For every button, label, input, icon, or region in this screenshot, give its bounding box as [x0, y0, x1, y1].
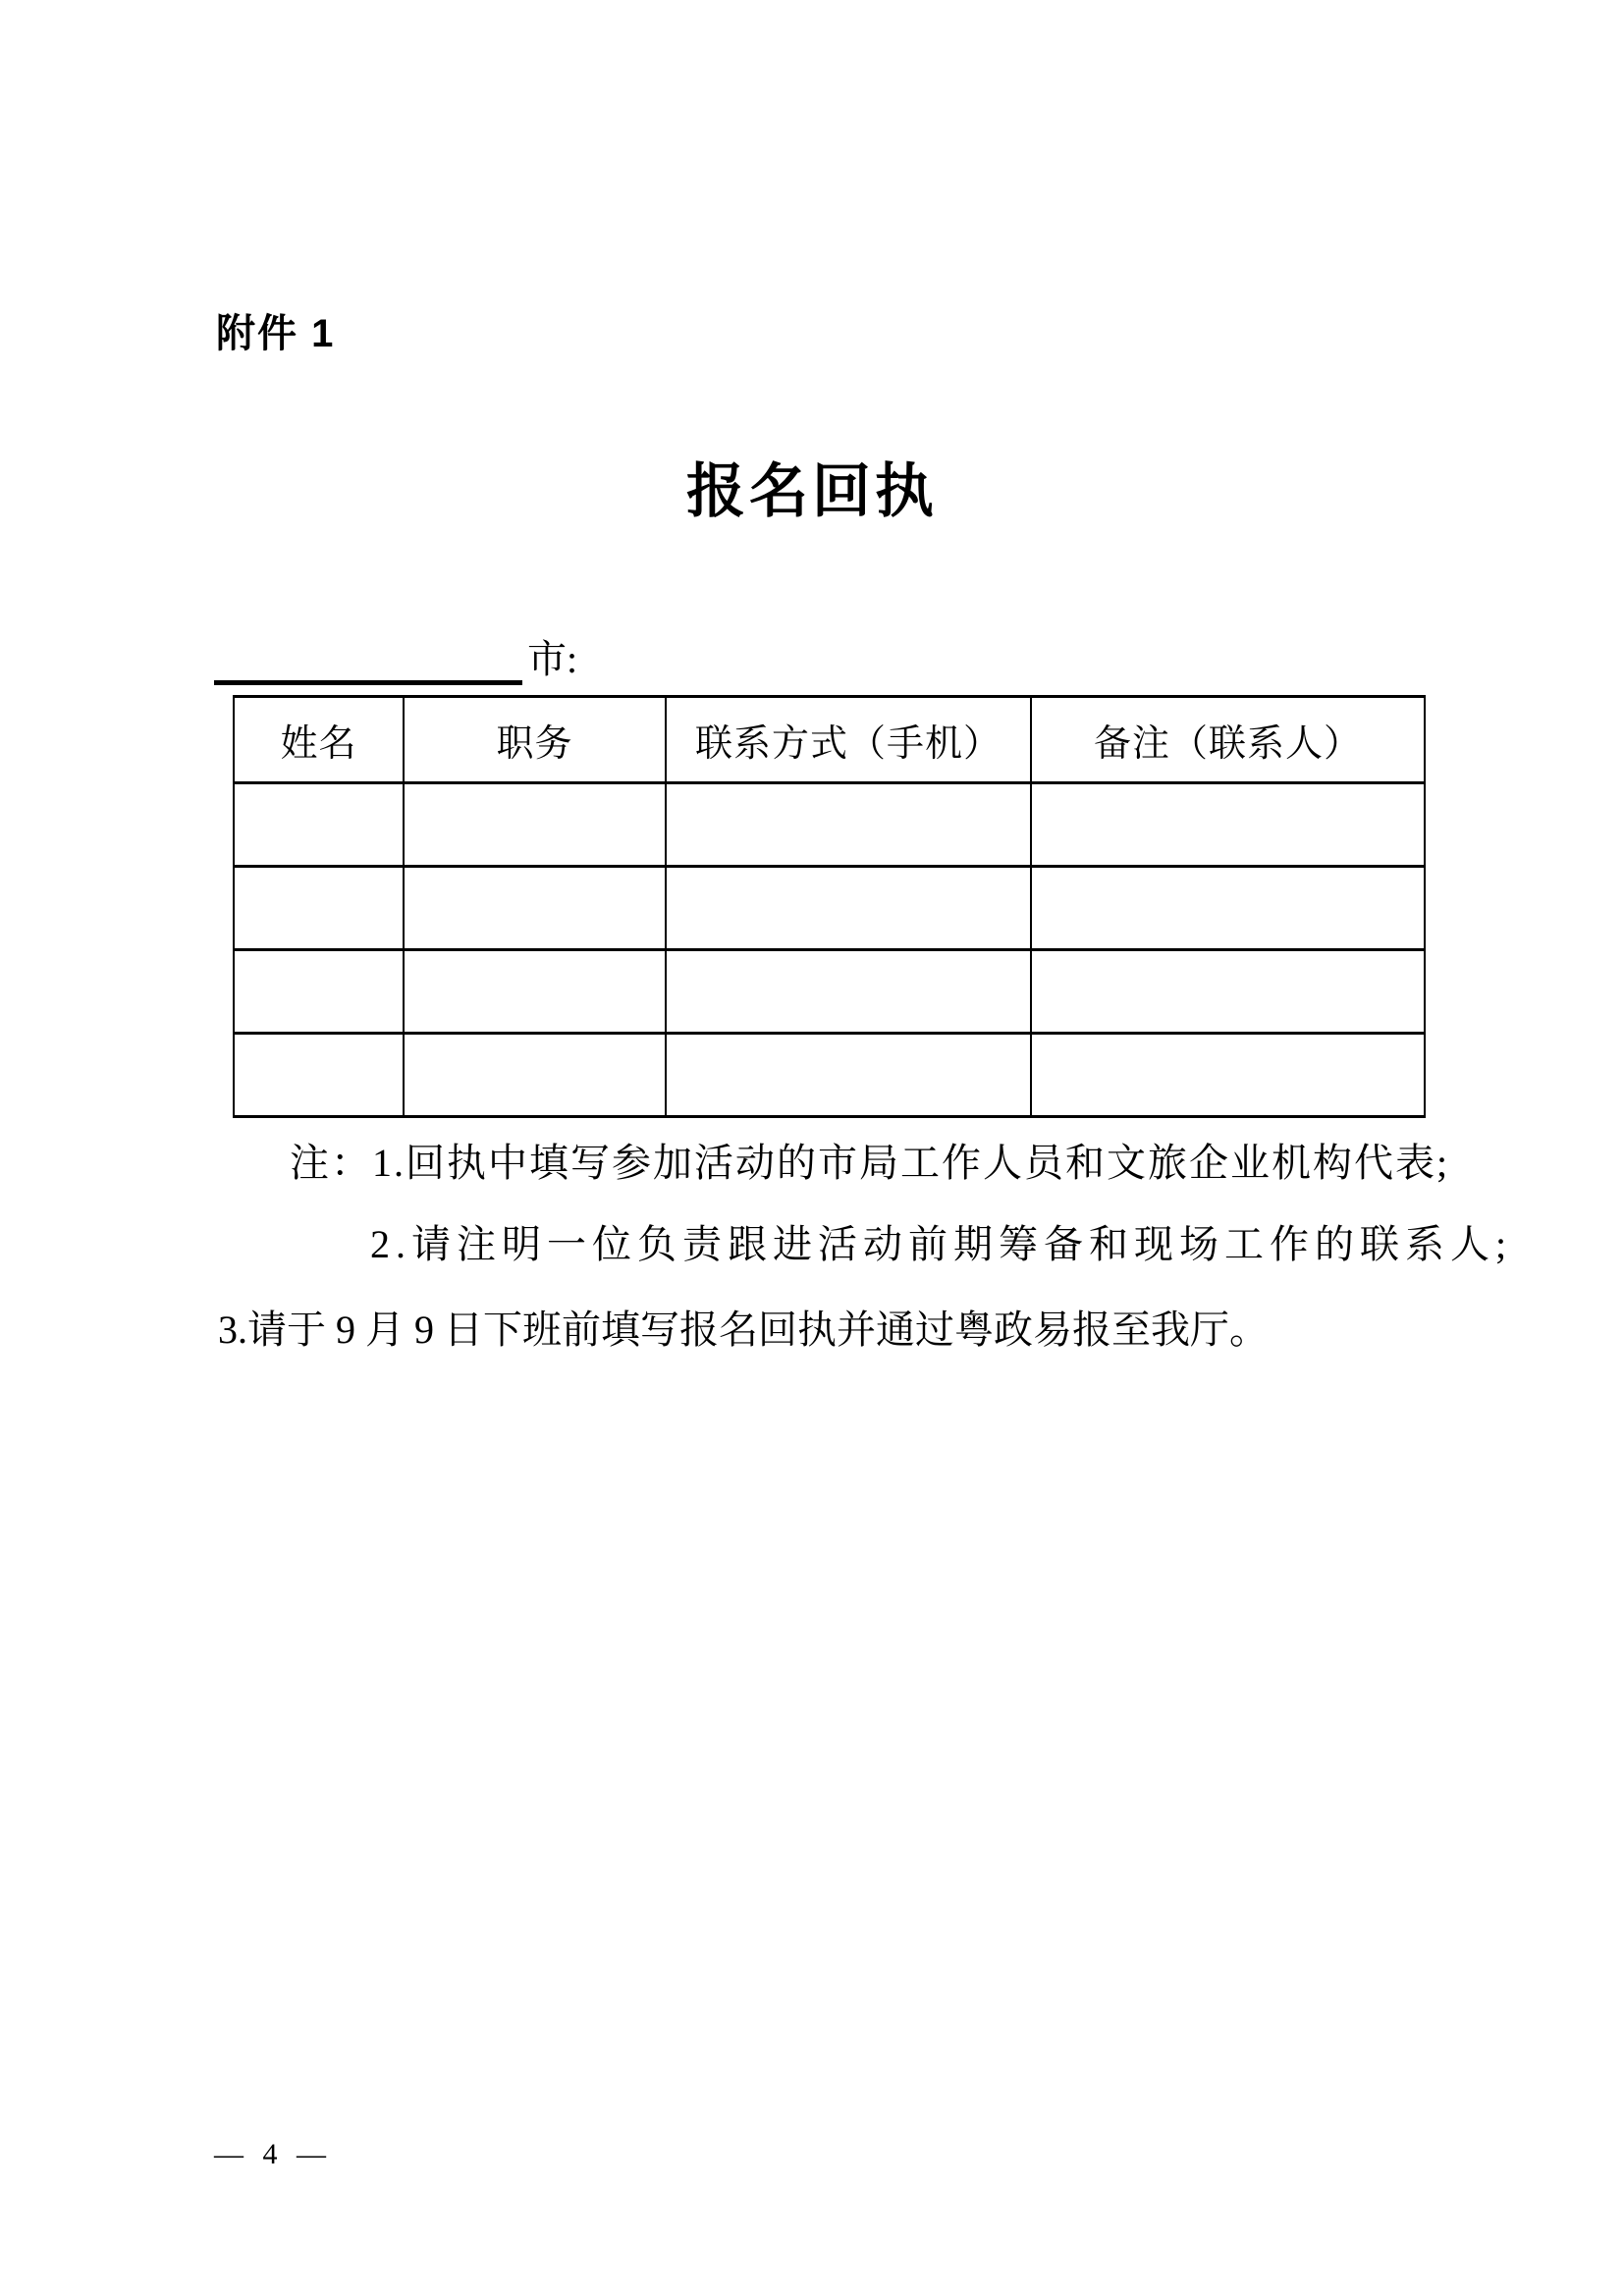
table-cell [404, 783, 666, 867]
table-cell [404, 867, 666, 950]
table-cell [1031, 1034, 1425, 1117]
table-row [234, 867, 1425, 950]
table-cell [666, 867, 1031, 950]
table-cell [234, 783, 404, 867]
table-cell [404, 950, 666, 1034]
table-header-cell-name: 姓名 [234, 697, 404, 783]
page-title: 报名回执 [686, 459, 938, 524]
table-cell [1031, 867, 1425, 950]
note-line-2: 2.请注明一位负责跟进活动前期筹备和现场工作的联系人; [370, 1222, 1513, 1266]
salutation-city-label: 市: [527, 637, 578, 681]
table-cell [666, 950, 1031, 1034]
table-row [234, 1034, 1425, 1117]
note-line-1: 注：1.回执中填写参加活动的市局工作人员和文旅企业机构代表; [290, 1141, 1450, 1185]
table-row [234, 783, 1425, 867]
table-cell [1031, 950, 1425, 1034]
table-header-cell-title: 职务 [404, 697, 666, 783]
note-line-3: 3.请于 9 月 9 日下班前填写报名回执并通过粤政易报至我厅。 [218, 1308, 1269, 1352]
table-cell [404, 1034, 666, 1117]
table-header-cell-remark: 备注（联系人） [1031, 697, 1425, 783]
table-cell [234, 1034, 404, 1117]
signup-table [233, 695, 1426, 1118]
table-header-cell-contact: 联系方式（手机） [666, 697, 1031, 783]
table-row [234, 950, 1425, 1034]
page-number: — 4 — [214, 2138, 332, 2170]
table-header-row [234, 697, 1425, 783]
table-cell [1031, 783, 1425, 867]
table-cell [666, 783, 1031, 867]
attachment-label: 附件 1 [216, 312, 336, 355]
table-cell [234, 867, 404, 950]
city-fill-in-blank [214, 680, 522, 685]
table-cell [666, 1034, 1031, 1117]
table-cell [234, 950, 404, 1034]
